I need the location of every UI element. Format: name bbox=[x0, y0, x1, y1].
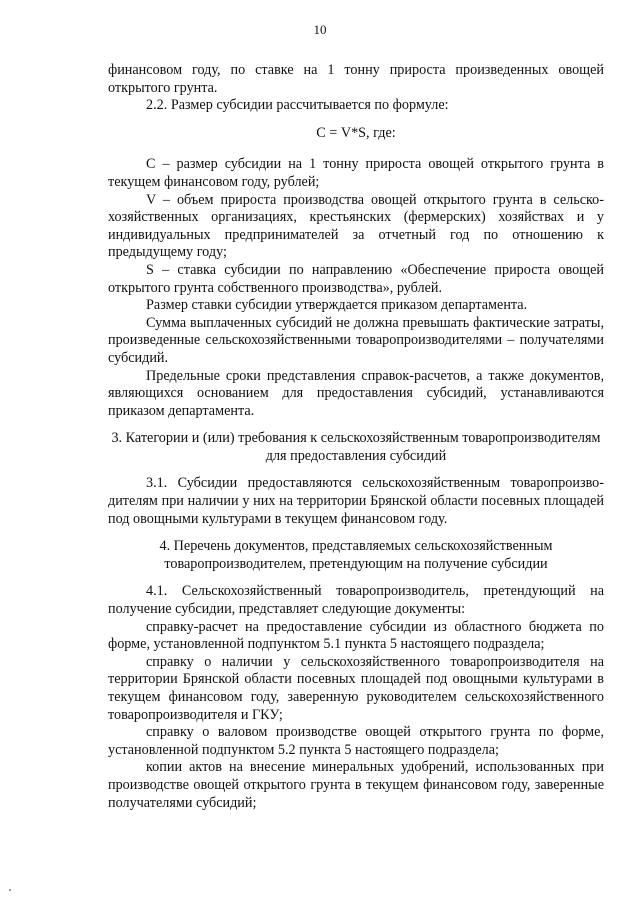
document-item: копии актов на внесение минеральных удобрений, использованных при производстве овощей открытого грунта в текущем финансовом году, заверенные получателями субсидий; bbox=[108, 759, 604, 811]
paragraph-continuation: финансовом году, по ставке на 1 тонну прироста произведенных овощей открытого грунта. bbox=[108, 62, 604, 96]
paragraph-rate: Размер ставки субсидии утверждается приказом департамента. bbox=[146, 297, 528, 314]
definition-v: V – объем прироста производства овощей открытого грунта в сельско-хозяйственных организациях, крестьянских (фермерских) хозяйствах и у индивидуальных предпринимателей за отчетный год по отношению к предыдущему году; bbox=[108, 191, 604, 261]
scan-speck bbox=[9, 889, 11, 891]
document-item: справку о наличии у сельскохозяйственного товаропроизводителя на территории Брянской области посевных площадей под овощными культурами в текущем финансовом году, заверенную руководителем сельскохозяйственного товаропроизводителя и ГКУ; bbox=[108, 653, 604, 723]
document-item: справку-расчет на предоставление субсидии из областного бюджета по форме, установленной подпунктом 5.1 пункта 5 настоящего подраздела; bbox=[108, 618, 604, 653]
definition-c: С – размер субсидии на 1 тонну прироста овощей открытого грунта в текущем финансовом году, рублей; bbox=[108, 156, 604, 190]
paragraph-2-2: 2.2. Размер субсидии рассчитывается по формуле: bbox=[146, 97, 449, 114]
page-number: 10 bbox=[313, 22, 327, 37]
document-body bbox=[108, 62, 604, 812]
paragraph-sum: Сумма выплаченных субсидий не должна превышать фактические затраты, произведенные сельскохозяйственными товаропроизводителями – получателями субсидий. bbox=[108, 314, 604, 366]
definition-s: S – ставка субсидии по направлению «Обеспечение прироста овощей открытого грунта собственного производства», рублей. bbox=[108, 261, 604, 296]
formula: С = V*S, где: bbox=[316, 124, 396, 141]
paragraph-4-1: 4.1. Сельскохозяйственный товаропроизводитель, претендующий на получение субсидии, представляет следующие документы: bbox=[108, 583, 604, 618]
document-item: справку о валовом производстве овощей открытого грунта по форме, установленной подпунктом 5.2 пункта 5 настоящего подраздела; bbox=[108, 724, 604, 758]
paragraph-3-1: 3.1. Субсидии предоставляются сельскохозяйственным товаропроизво-дителям при наличии у них на территории Брянской области посевных площадей под овощными культурами в текущем финансовом году. bbox=[108, 475, 604, 527]
section-heading-3: 3. Категории и (или) требования к сельскохозяйственным товаропроизводителям для предоставления субсидий bbox=[111, 430, 601, 464]
paragraph-terms: Предельные сроки представления справок-расчетов, а также документов, являющихся основанием для предоставления субсидий, устанавливаются приказом департамента. bbox=[108, 367, 604, 419]
section-heading-4: 4. Перечень документов, представляемых сельскохозяйственным товаропроизводителем, претендующим на получение субсидии bbox=[159, 538, 553, 572]
